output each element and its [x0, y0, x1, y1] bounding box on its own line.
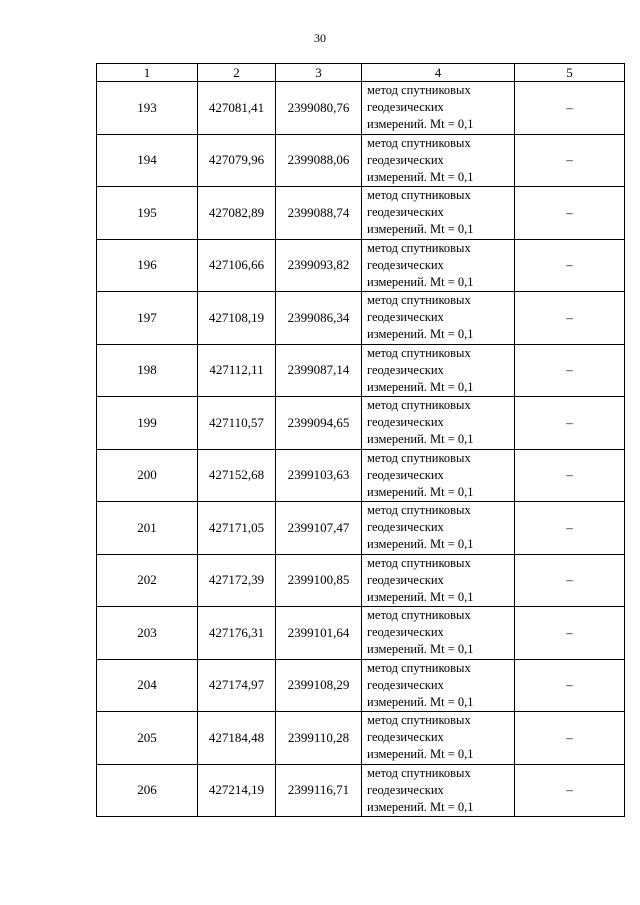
method-line: измерений. Mt = 0,1: [367, 747, 474, 762]
column-header-4: 4: [362, 64, 515, 82]
x-coordinate-cell: 427110,57: [198, 397, 276, 450]
x-coordinate-cell: 427082,89: [198, 187, 276, 240]
method-line: измерений. Mt = 0,1: [367, 379, 474, 394]
x-coordinate-cell: 427079,96: [198, 134, 276, 187]
note-cell: –: [515, 82, 625, 135]
note-cell: –: [515, 607, 625, 660]
method-line: измерений. Mt = 0,1: [367, 642, 474, 657]
method-cell: [362, 449, 515, 502]
y-coordinate-cell: 2399088,06: [276, 134, 362, 187]
method-line: геодезических: [367, 625, 444, 640]
y-coordinate-cell: 2399087,14: [276, 344, 362, 397]
table-row: [97, 502, 625, 555]
point-number-cell: 196: [97, 239, 198, 292]
point-number-cell: 198: [97, 344, 198, 397]
column-header-5: 5: [515, 64, 625, 82]
y-coordinate-cell: 2399101,64: [276, 607, 362, 660]
table-row: [97, 397, 625, 450]
method-line: метод спутниковых: [367, 188, 471, 203]
point-number-cell: 206: [97, 764, 198, 817]
method-line: геодезических: [367, 100, 444, 115]
y-coordinate-cell: 2399110,28: [276, 712, 362, 765]
point-number-cell: 202: [97, 554, 198, 607]
method-line: измерений. Mt = 0,1: [367, 117, 474, 132]
table-row: [97, 764, 625, 817]
point-number-cell: 203: [97, 607, 198, 660]
method-line: метод спутниковых: [367, 450, 471, 465]
y-coordinate-cell: 2399086,34: [276, 292, 362, 345]
y-coordinate-cell: 2399116,71: [276, 764, 362, 817]
note-cell: –: [515, 134, 625, 187]
table-row: [97, 554, 625, 607]
method-line: геодезических: [367, 520, 444, 535]
method-line: метод спутниковых: [367, 713, 471, 728]
table-row: [97, 449, 625, 502]
note-cell: –: [515, 187, 625, 240]
method-line: измерений. Mt = 0,1: [367, 537, 474, 552]
table-row: [97, 82, 625, 135]
note-cell: –: [515, 239, 625, 292]
method-line: геодезических: [367, 310, 444, 325]
method-line: метод спутниковых: [367, 345, 471, 360]
method-cell: [362, 82, 515, 135]
point-number-cell: 200: [97, 449, 198, 502]
method-line: измерений. Mt = 0,1: [367, 589, 474, 604]
page-number: 30: [314, 31, 326, 45]
y-coordinate-cell: 2399080,76: [276, 82, 362, 135]
note-cell: –: [515, 449, 625, 502]
note-cell: –: [515, 764, 625, 817]
table-row: [97, 292, 625, 345]
method-line: геодезических: [367, 257, 444, 272]
table-header-row: [97, 64, 625, 82]
x-coordinate-cell: 427184,48: [198, 712, 276, 765]
y-coordinate-cell: 2399100,85: [276, 554, 362, 607]
method-line: метод спутниковых: [367, 660, 471, 675]
method-line: геодезических: [367, 730, 444, 745]
note-cell: –: [515, 292, 625, 345]
method-line: измерений. Mt = 0,1: [367, 327, 474, 342]
y-coordinate-cell: 2399103,63: [276, 449, 362, 502]
method-line: метод спутниковых: [367, 555, 471, 570]
note-cell: –: [515, 502, 625, 555]
y-coordinate-cell: 2399093,82: [276, 239, 362, 292]
method-line: измерений. Mt = 0,1: [367, 274, 474, 289]
note-cell: –: [515, 659, 625, 712]
table-row: [97, 239, 625, 292]
method-cell: [362, 134, 515, 187]
x-coordinate-cell: 427106,66: [198, 239, 276, 292]
method-cell: [362, 292, 515, 345]
method-line: измерений. Mt = 0,1: [367, 799, 474, 814]
method-line: метод спутниковых: [367, 293, 471, 308]
method-line: измерений. Mt = 0,1: [367, 694, 474, 709]
method-cell: [362, 659, 515, 712]
table-row: [97, 712, 625, 765]
method-line: измерений. Mt = 0,1: [367, 484, 474, 499]
x-coordinate-cell: 427171,05: [198, 502, 276, 555]
column-header-1: 1: [97, 64, 198, 82]
method-cell: [362, 239, 515, 292]
method-line: измерений. Mt = 0,1: [367, 222, 474, 237]
y-coordinate-cell: 2399088,74: [276, 187, 362, 240]
method-cell: [362, 344, 515, 397]
method-cell: [362, 607, 515, 660]
method-line: геодезических: [367, 572, 444, 587]
x-coordinate-cell: 427214,19: [198, 764, 276, 817]
note-cell: –: [515, 554, 625, 607]
method-cell: [362, 554, 515, 607]
method-cell: [362, 187, 515, 240]
y-coordinate-cell: 2399107,47: [276, 502, 362, 555]
point-number-cell: 205: [97, 712, 198, 765]
point-number-cell: 201: [97, 502, 198, 555]
method-line: геодезических: [367, 205, 444, 220]
point-number-cell: 197: [97, 292, 198, 345]
x-coordinate-cell: 427112,11: [198, 344, 276, 397]
x-coordinate-cell: 427174,97: [198, 659, 276, 712]
note-cell: –: [515, 712, 625, 765]
table-body: [97, 82, 625, 817]
point-number-cell: 204: [97, 659, 198, 712]
table-row: [97, 659, 625, 712]
x-coordinate-cell: 427081,41: [198, 82, 276, 135]
method-line: метод спутниковых: [367, 135, 471, 150]
method-line: геодезических: [367, 362, 444, 377]
y-coordinate-cell: 2399094,65: [276, 397, 362, 450]
method-line: геодезических: [367, 152, 444, 167]
method-line: метод спутниковых: [367, 503, 471, 518]
method-cell: [362, 712, 515, 765]
table-row: [97, 134, 625, 187]
method-line: измерений. Mt = 0,1: [367, 169, 474, 184]
table-row: [97, 344, 625, 397]
note-cell: –: [515, 397, 625, 450]
x-coordinate-cell: 427172,39: [198, 554, 276, 607]
method-line: метод спутниковых: [367, 240, 471, 255]
method-line: метод спутниковых: [367, 398, 471, 413]
method-line: метод спутниковых: [367, 765, 471, 780]
x-coordinate-cell: 427108,19: [198, 292, 276, 345]
method-line: измерений. Mt = 0,1: [367, 432, 474, 447]
table-row: [97, 607, 625, 660]
point-number-cell: 194: [97, 134, 198, 187]
note-cell: –: [515, 344, 625, 397]
x-coordinate-cell: 427176,31: [198, 607, 276, 660]
x-coordinate-cell: 427152,68: [198, 449, 276, 502]
method-line: геодезических: [367, 677, 444, 692]
method-cell: [362, 397, 515, 450]
point-number-cell: 195: [97, 187, 198, 240]
y-coordinate-cell: 2399108,29: [276, 659, 362, 712]
method-line: геодезических: [367, 415, 444, 430]
coordinates-table: [96, 63, 625, 817]
method-cell: [362, 764, 515, 817]
table-row: [97, 187, 625, 240]
method-line: геодезических: [367, 782, 444, 797]
method-line: метод спутниковых: [367, 83, 471, 98]
column-header-3: 3: [276, 64, 362, 82]
method-line: метод спутниковых: [367, 608, 471, 623]
method-cell: [362, 502, 515, 555]
column-header-2: 2: [198, 64, 276, 82]
point-number-cell: 199: [97, 397, 198, 450]
point-number-cell: 193: [97, 82, 198, 135]
method-line: геодезических: [367, 467, 444, 482]
